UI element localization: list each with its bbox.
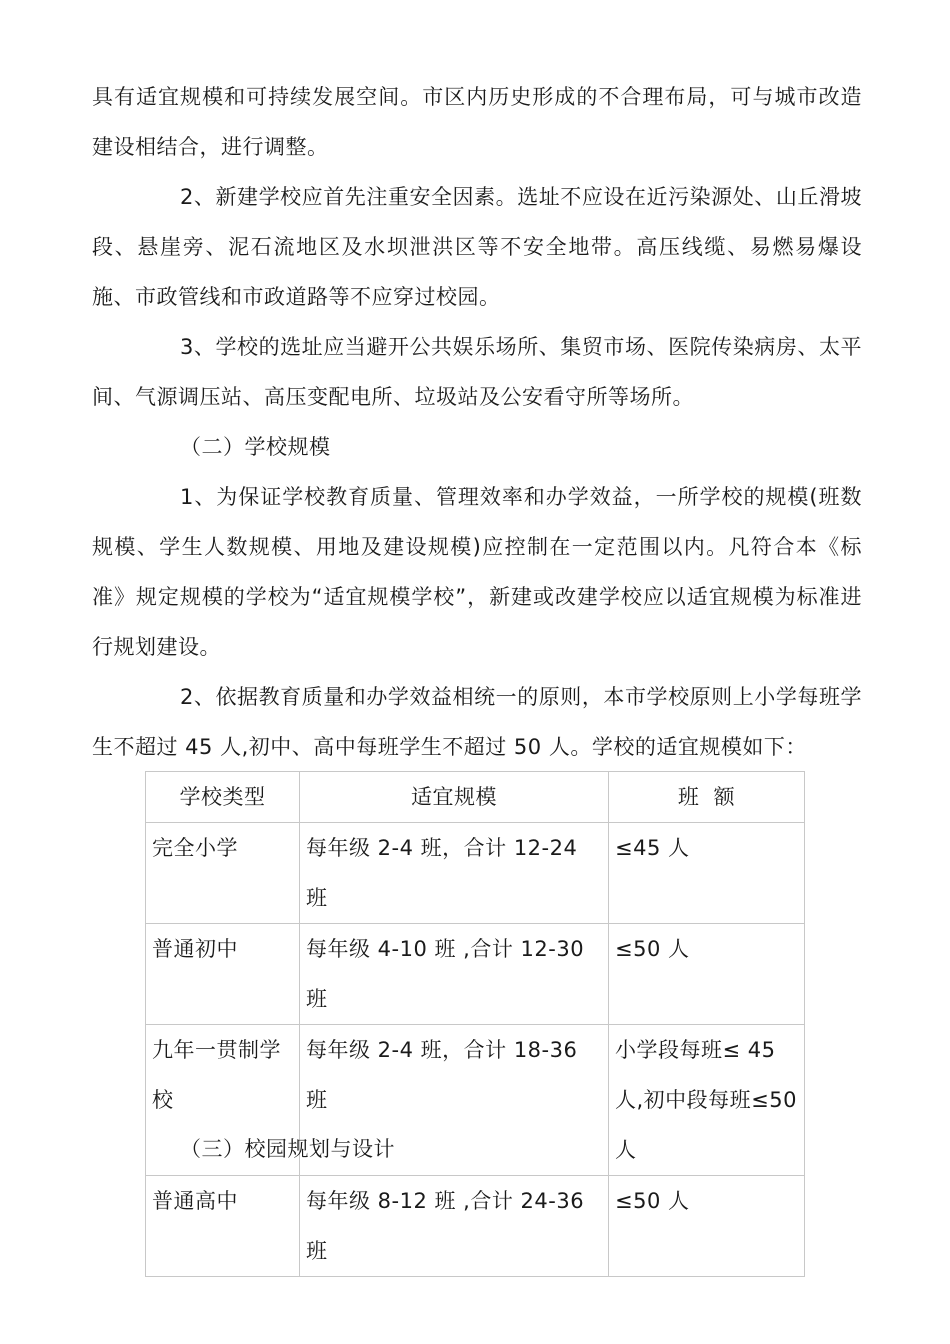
table-row [146, 823, 805, 924]
table-cell-school-type: 普通高中 [146, 1176, 300, 1277]
paragraph-scale-control: 1、为保证学校教育质量、管理效率和办学效益，一所学校的规模(班数规模、学生人数规模、用地及建设规模)应控制在一定范围以内。凡符合本《标准》规定规模的学校为“适宜规模学校”，新建或改建学校应以适宜规模为标准进行规划建设。 [92, 485, 862, 659]
column-header-school-type: 学校类型 [146, 772, 300, 823]
section-heading-school-scale: （二）学校规模 [180, 435, 331, 459]
table-cell-scale: 每年级 2-4 班，合计 18-36 班 [300, 1025, 609, 1176]
section-heading-campus-planning: （三）校园规划与设计 [180, 1137, 395, 1161]
table-row [146, 924, 805, 1025]
paragraph-layout-continuation: 具有适宜规模和可持续发展空间。市区内历史形成的不合理布局，可与城市改造建设相结合，进行调整。 [92, 85, 862, 159]
table-cell-class-size: ≤50 人 [609, 1176, 805, 1277]
column-header-appropriate-scale: 适宜规模 [300, 772, 609, 823]
table-header-row [146, 772, 805, 823]
table-cell-class-size: 小学段每班≤ 45 人,初中段每班≤50 人 [609, 1025, 805, 1176]
paragraph-class-size: 2、依据教育质量和办学效益相统一的原则，本市学校原则上小学每班学生不超过 45 人,初中、高中每班学生不超过 50 人。学校的适宜规模如下： [92, 685, 862, 759]
table-cell-class-size: ≤45 人 [609, 823, 805, 924]
table-row [146, 1176, 805, 1277]
school-scale-table [145, 771, 805, 1277]
table-cell-school-type: 普通初中 [146, 924, 300, 1025]
paragraph-site-avoidance: 3、学校的选址应当避开公共娱乐场所、集贸市场、医院传染病房、太平间、气源调压站、高压变配电所、垃圾站及公安看守所等场所。 [92, 335, 862, 409]
table-cell-school-type: 九年一贯制学校 [146, 1025, 300, 1176]
table-cell-scale: 每年级 4-10 班 ,合计 12-30 班 [300, 924, 609, 1025]
paragraph-safety-factors: 2、新建学校应首先注重安全因素。选址不应设在近污染源处、山丘滑坡段、悬崖旁、泥石流地区及水坝泄洪区等不安全地带。高压线缆、易燃易爆设施、市政管线和市政道路等不应穿过校园。 [92, 185, 862, 309]
table-cell-class-size: ≤50 人 [609, 924, 805, 1025]
table-cell-scale: 每年级 8-12 班 ,合计 24-36 班 [300, 1176, 609, 1277]
table-cell-scale: 每年级 2-4 班，合计 12-24 班 [300, 823, 609, 924]
column-header-class-size: 班 额 [609, 772, 805, 823]
table-cell-school-type: 完全小学 [146, 823, 300, 924]
